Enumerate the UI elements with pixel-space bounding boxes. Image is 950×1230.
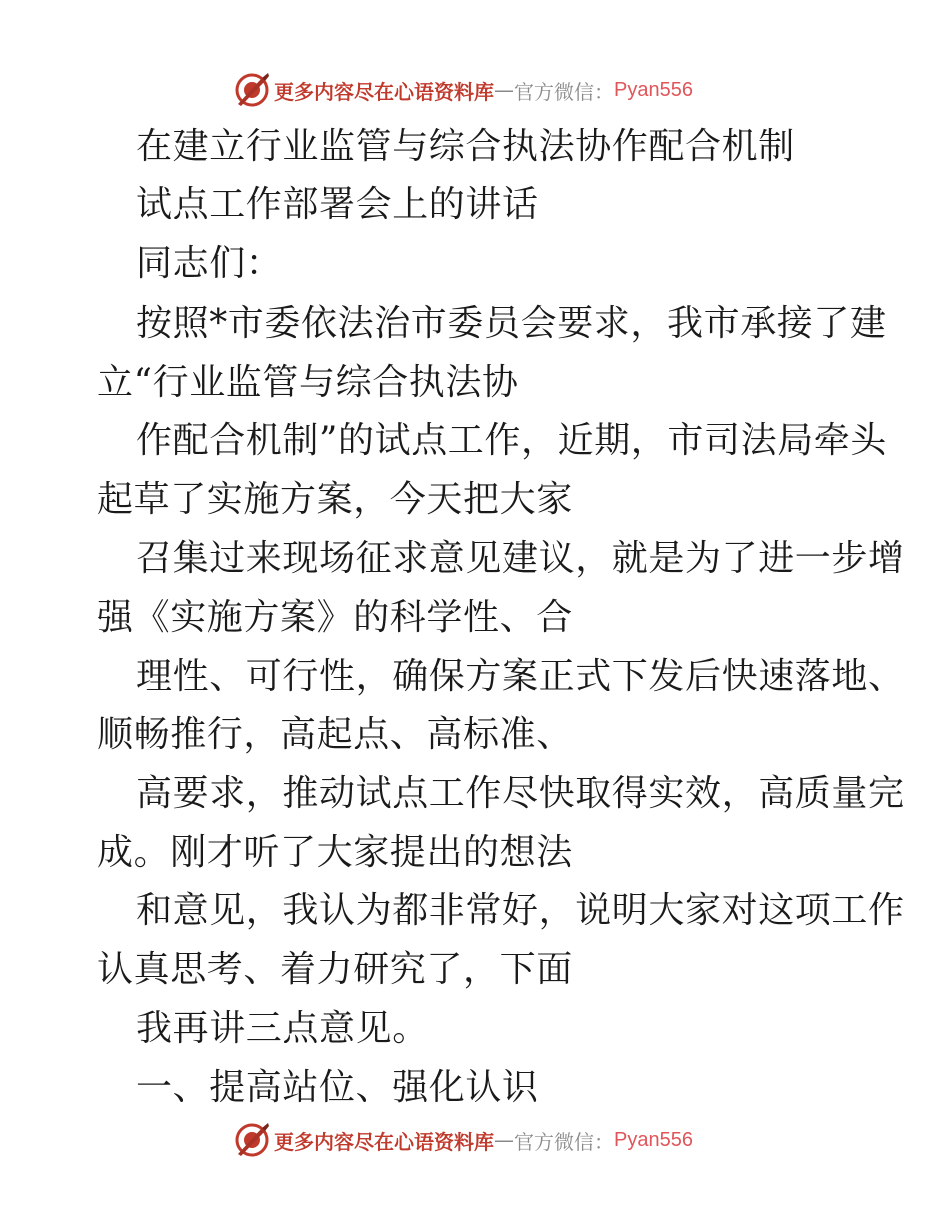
section-heading: 一、提高站位、强化认识 — [136, 1067, 539, 1108]
paragraph-line: 强《实施方案》的科学性、合 — [97, 597, 573, 638]
quill-seal-icon — [232, 70, 272, 110]
watermark-separator: — — [494, 1128, 514, 1152]
salutation: 同志们： — [136, 243, 283, 284]
document-title-line-1: 在建立行业监管与综合执法协作配合机制 — [136, 126, 795, 167]
paragraph-line: 认真思考、着力研究了，下面 — [97, 949, 573, 990]
watermark-separator: — — [494, 78, 514, 102]
paragraph-line: 召集过来现场征求意见建议，就是为了进一步增 — [136, 538, 905, 579]
paragraph-line: 起草了实施方案，今天把大家 — [97, 479, 573, 520]
watermark-wechat-id: Pyan556 — [614, 1128, 693, 1151]
header-watermark — [232, 70, 693, 110]
watermark-wechat-label: 官方微信： — [514, 1129, 614, 1154]
paragraph-line: 成。刚才听了大家提出的想法 — [97, 832, 573, 873]
footer-watermark — [232, 1120, 693, 1160]
paragraph-line: 和意见，我认为都非常好，说明大家对这项工作 — [136, 890, 905, 931]
paragraph-line: 顺畅推行，高起点、高标准、 — [97, 714, 573, 755]
watermark-text: 更多内容尽在心语资料库 — [274, 79, 494, 104]
document-title-line-2: 试点工作部署会上的讲话 — [136, 184, 539, 225]
watermark-text: 更多内容尽在心语资料库 — [274, 1129, 494, 1154]
paragraph-line: 高要求，推动试点工作尽快取得实效，高质量完 — [136, 773, 905, 814]
watermark-wechat-id: Pyan556 — [614, 78, 693, 101]
paragraph-line: 立“行业监管与综合执法协 — [97, 362, 519, 403]
watermark-wechat-label: 官方微信： — [514, 79, 614, 104]
quill-seal-icon — [232, 1120, 272, 1160]
paragraph-line: 理性、可行性，确保方案正式下发后快速落地、 — [136, 656, 905, 697]
paragraph-line: 按照*市委依法治市委员会要求，我市承接了建 — [136, 303, 887, 344]
paragraph-line: 我再讲三点意见。 — [136, 1008, 429, 1049]
paragraph-line: 作配合机制”的试点工作，近期，市司法局牵头 — [136, 420, 888, 461]
